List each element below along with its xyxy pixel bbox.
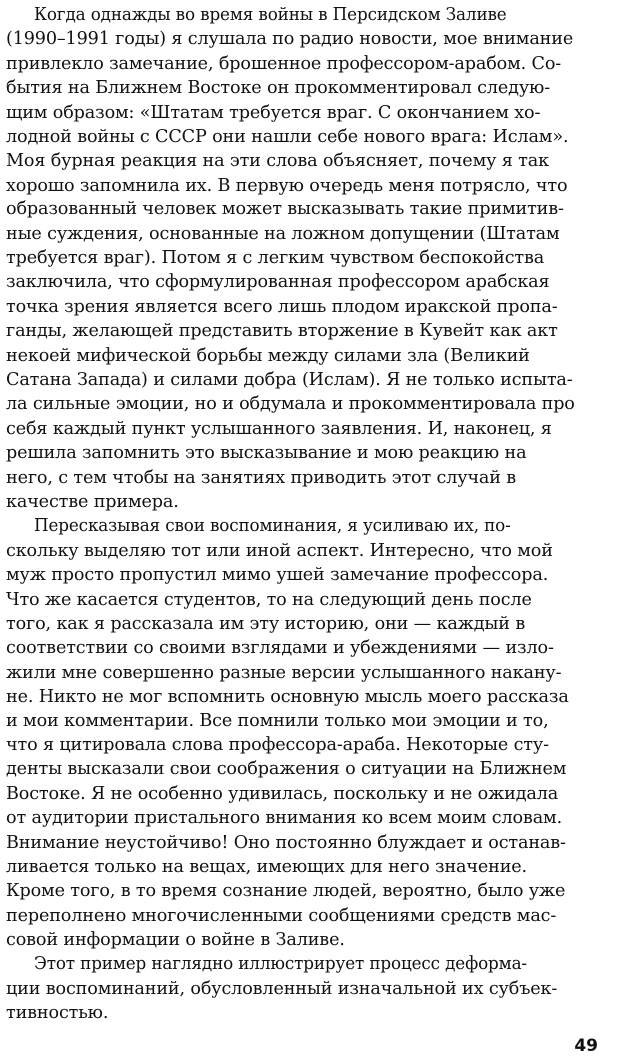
text-line: от аудитории пристального внимания ко всем моим словам.: [6, 807, 563, 828]
text-line: Моя бурная реакция на эти слова объясняет, почему я так: [6, 150, 549, 171]
text-line: ливается только на вещах, имеющих для него значение.: [6, 856, 527, 877]
text-line: требуется враг). Потом я с легким чувством беспокойства: [6, 247, 545, 268]
text-line: переполнено многочисленными сообщениями средств мас-: [6, 905, 557, 926]
text-line: щим образом: «Штатам требуется враг. С окончанием хо-: [6, 102, 541, 123]
text-line: ции воспоминаний, обусловленный изначальной их субъек-: [6, 978, 558, 999]
page-number: 49: [574, 1036, 598, 1056]
text-line: образованный человек может высказывать такие примитив-: [6, 198, 564, 219]
text-line: того, как я рассказала им эту историю, они — каждый в: [6, 613, 526, 634]
text-line: качестве примера.: [6, 491, 179, 512]
text-line: соответствии со своими взглядами и убеждениями — изло-: [6, 637, 554, 658]
text-line: Кроме того, в то время сознание людей, вероятно, было уже: [6, 880, 566, 901]
text-line: бытия на Ближнем Востоке он прокомментировал следую-: [6, 77, 551, 98]
text-line: хорошо запомнила их. В первую очередь меня потрясло, что: [6, 175, 568, 196]
text-line: муж просто пропустил мимо ушей замечание профессора.: [6, 564, 549, 585]
text-line: него, с тем чтобы на занятиях приводить этот случай в: [6, 467, 517, 488]
text-line: денты высказали свои соображения о ситуации на Ближнем: [6, 758, 567, 779]
text-line: ла сильные эмоции, но и обдумала и прокомментировала про: [6, 393, 575, 414]
text-line: заключила, что сформулированная профессором арабская: [6, 271, 550, 292]
text-line: что я цитировала слова профессора-араба. Некоторые сту-: [6, 734, 549, 755]
text-line: Востоке. Я не особенно удивилась, поскольку и не ожидала: [6, 783, 559, 804]
text-line: тивностью.: [6, 1002, 109, 1023]
text-line: точка зрения является всего лишь плодом иракской пропа-: [6, 296, 558, 317]
text-line: совой информации о войне в Заливе.: [6, 929, 345, 950]
text-line: Этот пример наглядно иллюстрирует процесс деформа-: [34, 953, 527, 974]
text-line: привлекло замечание, брошенное профессором-арабом. Со-: [6, 53, 562, 74]
text-line: Когда однажды во время войны в Персидском Заливе: [34, 4, 507, 25]
text-line: не. Никто не мог вспомнить основную мысль моего рассказа: [6, 686, 569, 707]
text-line: Что же касается студентов, то на следующий день после: [6, 589, 532, 610]
text-line: ганды, желающей представить вторжение в Кувейт как акт: [6, 320, 558, 341]
text-line: и мои комментарии. Все помнили только мои эмоции и то,: [6, 710, 549, 731]
text-line: скольку выделяю тот или иной аспект. Интересно, что мой: [6, 540, 553, 561]
text-line: жили мне совершенно разные версии услышанного накану-: [6, 662, 562, 683]
text-line: некоей мифической борьбы между силами зла (Великий: [6, 345, 530, 366]
text-line: Сатана Запада) и силами добра (Ислам). Я не только испыта-: [6, 369, 573, 390]
text-line: лодной войны с СССР они нашли себе нового врага: Ислам».: [6, 126, 569, 147]
text-line: (1990–1991 годы) я слушала по радио новости, мое внимание: [6, 28, 574, 49]
text-line: ные суждения, основанные на ложном допущении (Штатам: [6, 223, 560, 244]
text-line: себя каждый пункт услышанного заявления. И, наконец, я: [6, 418, 552, 439]
text-line: Внимание неустойчиво! Оно постоянно блуждает и останав-: [6, 832, 566, 853]
text-line: решила запомнить это высказывание и мою реакцию на: [6, 442, 527, 463]
text-line: Пересказывая свои воспоминания, я усиливаю их, по-: [34, 515, 511, 536]
